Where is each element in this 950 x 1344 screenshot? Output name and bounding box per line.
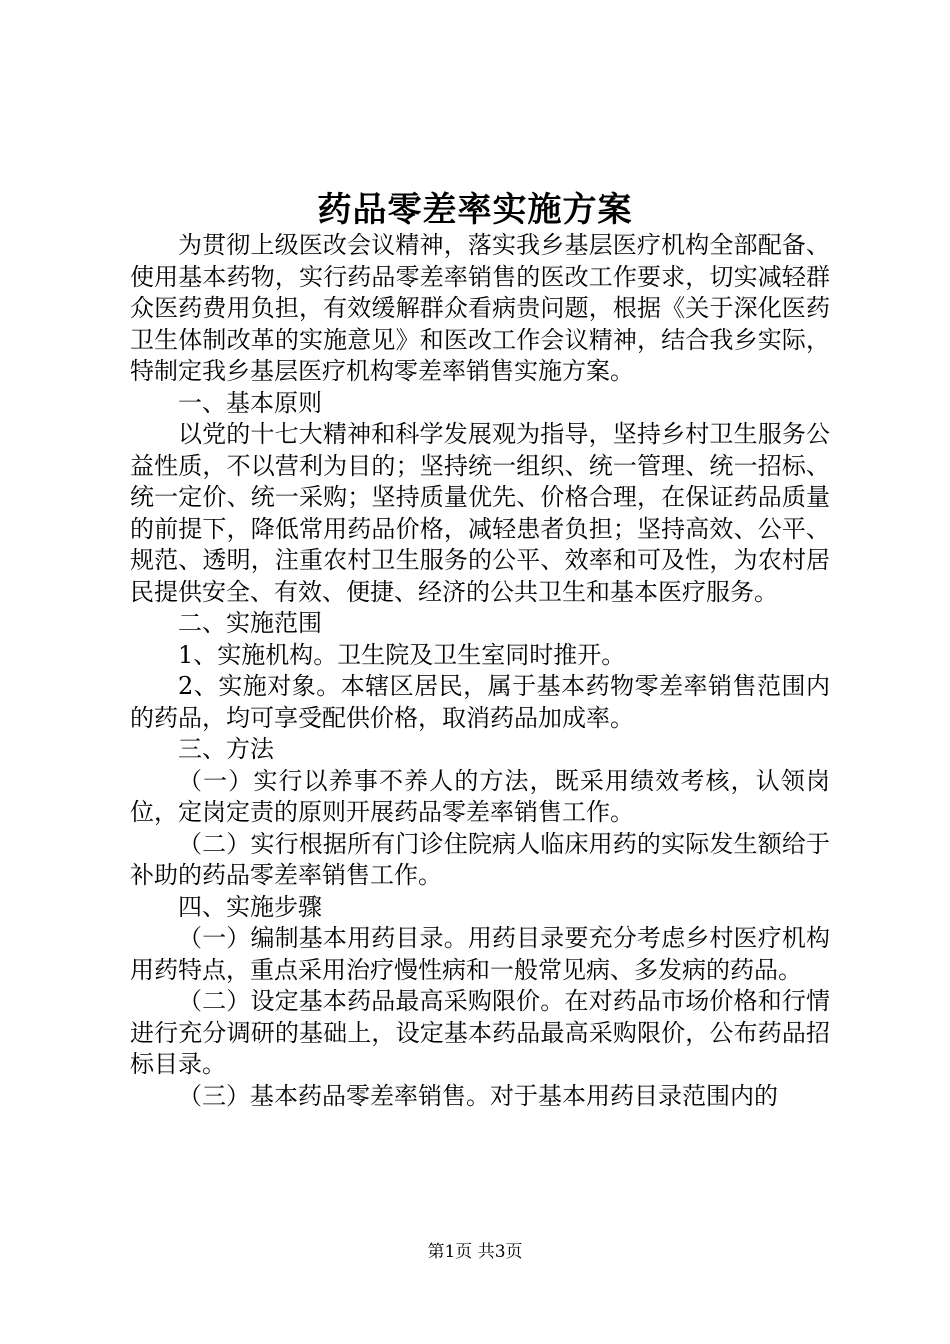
paragraph-scope-2: 2、实施对象。本辖区居民，属于基本药物零差率销售范围内的药品，均可享受配供价格，取消药品加成率。 [130, 672, 830, 732]
paragraph-step-3: （三）基本药品零差率销售。对于基本用药目录范围内的 [178, 1081, 778, 1110]
paragraph-principles: 以党的十七大精神和科学发展观为指导，坚持乡村卫生服务公益性质，不以营利为目的；坚持统一组织、统一管理、统一招标、统一定价、统一采购；坚持质量优先、价格合理，在保证药品质量的前提下，降低常用药品价格，减轻患者负担；坚持高效、公平、规范、透明，注重农村卫生服务的公平、效率和可及性，为农村居民提供安全、有效、便捷、经济的公共卫生和基本医疗服务。 [130, 420, 830, 606]
paragraph-method-2: （二）实行根据所有门诊住院病人临床用药的实际发生额给于补助的药品零差率销售工作。 [130, 829, 830, 889]
section-heading-1: 一、基本原则 [178, 388, 322, 417]
paragraph-intro: 为贯彻上级医改会议精神，落实我乡基层医疗机构全部配备、使用基本药物，实行药品零差率销售的医改工作要求，切实减轻群众医药费用负担，有效缓解群众看病贵问题，根据《关于深化医药卫生体制改革的实施意见》和医改工作会议精神，结合我乡实际，特制定我乡基层医疗机构零差率销售实施方案。 [130, 231, 830, 385]
paragraph-step-1: （一）编制基本用药目录。用药目录要充分考虑乡村医疗机构用药特点，重点采用治疗慢性病和一般常见病、多发病的药品。 [130, 924, 830, 984]
section-heading-3: 三、方法 [178, 735, 274, 763]
section-heading-2: 二、实施范围 [178, 609, 322, 637]
document-title: 药品零差率实施方案 [317, 190, 633, 230]
paragraph-method-1: （一）实行以养事不养人的方法，既采用绩效考核，认领岗位，定岗定责的原则开展药品零差率销售工作。 [130, 766, 830, 826]
section-heading-4: 四、实施步骤 [178, 892, 322, 921]
document-body [130, 230, 830, 1112]
paragraph-step-2: （二）设定基本药品最高采购限价。在对药品市场价格和行情进行充分调研的基础上，设定基本药品最高采购限价，公布药品招标目录。 [130, 987, 830, 1078]
page-footer: 第1页 共3页 [427, 1242, 523, 1262]
paragraph-scope-1: 1、实施机构。卫生院及卫生室同时推开。 [178, 640, 626, 669]
